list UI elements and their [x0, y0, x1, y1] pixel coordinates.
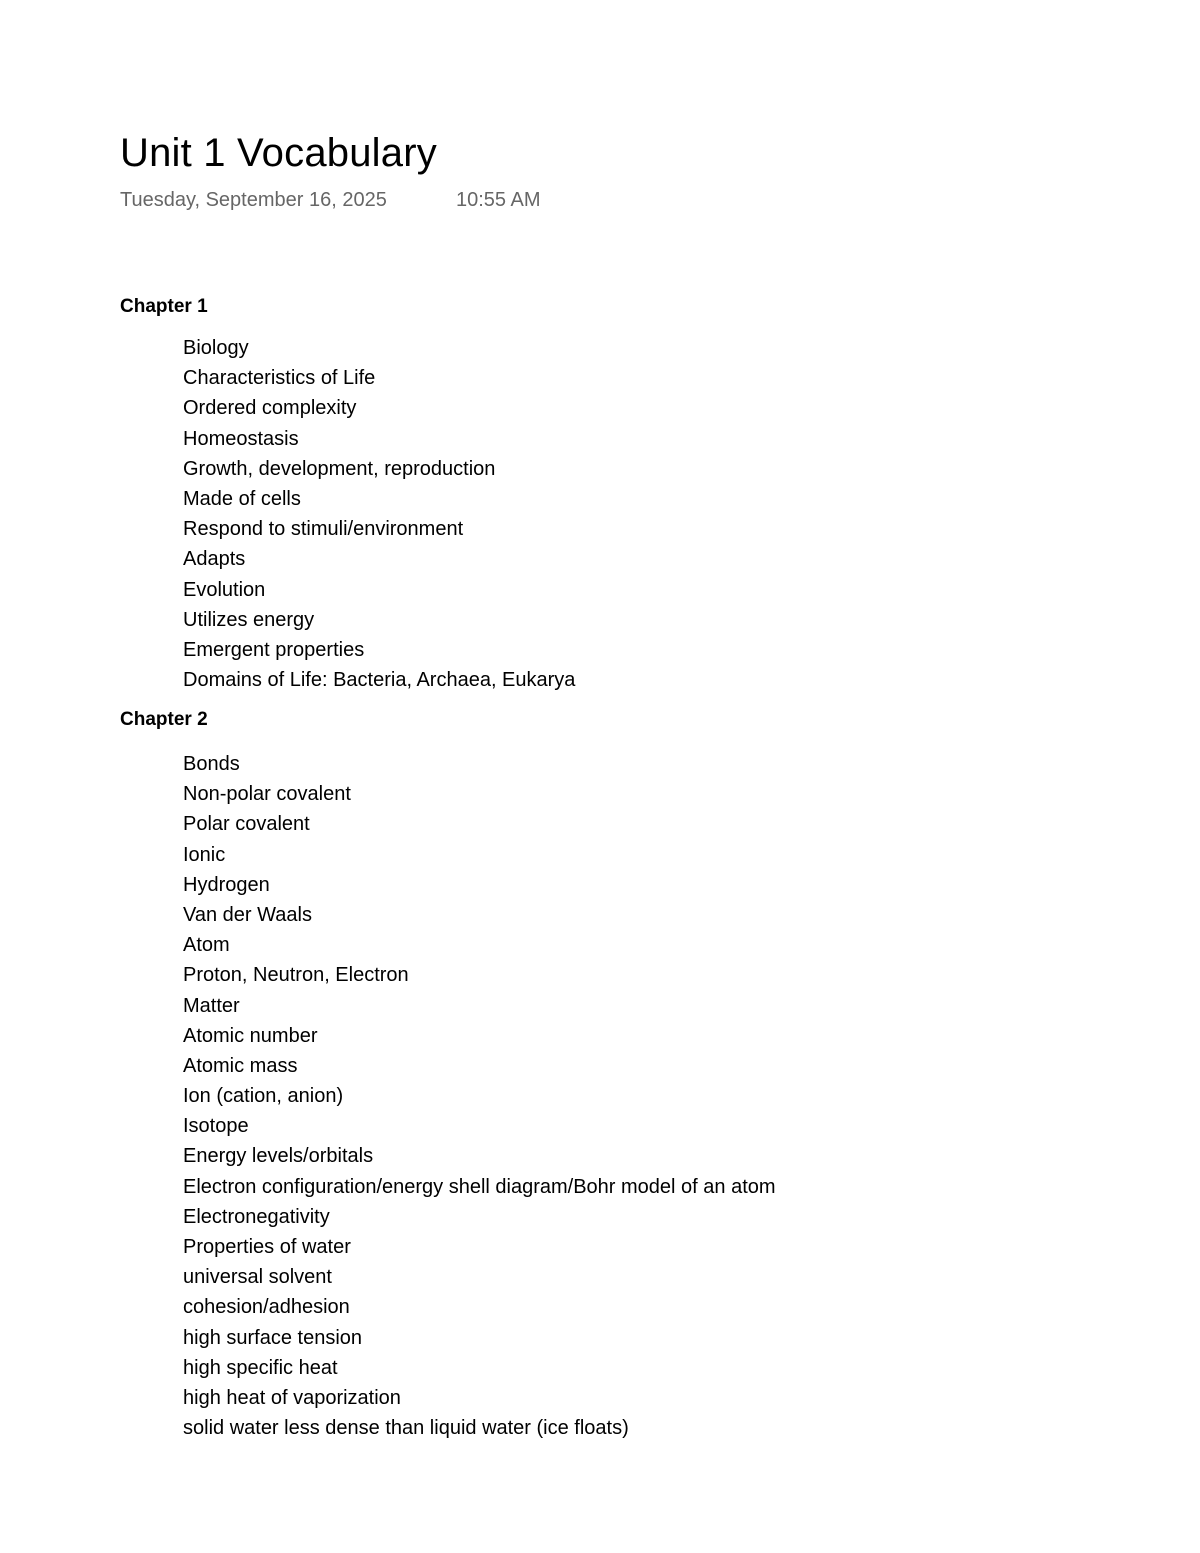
term-item: Atomic number [183, 1024, 318, 1047]
term-item: Ordered complexity [183, 397, 357, 420]
term-item: Domains of Life: Bacteria, Archaea, Eukarya [183, 669, 576, 692]
term-item: Made of cells [183, 487, 301, 510]
term-item: Adapts [183, 548, 246, 571]
page-title: Unit 1 Vocabulary [120, 131, 437, 175]
term-item: Respond to stimuli/environment [183, 518, 464, 541]
term-item: high surface tension [183, 1326, 363, 1349]
term-item: Energy levels/orbitals [183, 1145, 374, 1168]
chapter-1-heading: Chapter 1 [120, 296, 208, 317]
term-item: Matter [183, 994, 240, 1017]
term-item: Atom [183, 934, 230, 957]
term-item: Isotope [183, 1115, 249, 1138]
term-item: Characteristics of Life [183, 367, 376, 390]
term-item: Emergent properties [183, 638, 365, 661]
term-item: Van der Waals [183, 903, 312, 926]
term-item: solid water less dense than liquid water (ice floats) [183, 1417, 629, 1440]
term-item: Electron configuration/energy shell diagram/Bohr model of an atom [183, 1175, 776, 1198]
term-item: high specific heat [183, 1356, 338, 1379]
term-item: Atomic mass [183, 1054, 298, 1077]
term-item: Growth, development, reproduction [183, 457, 496, 480]
term-item: high heat of vaporization [183, 1386, 401, 1409]
term-item: Electronegativity [183, 1205, 330, 1228]
page-time: 10:55 AM [456, 189, 541, 211]
term-item: Biology [183, 337, 249, 359]
term-item: Properties of water [183, 1236, 351, 1258]
term-item: Utilizes energy [183, 608, 315, 631]
term-item: Non-polar covalent [183, 783, 351, 806]
term-item: Polar covalent [183, 813, 310, 836]
term-item: Proton, Neutron, Electron [183, 964, 409, 987]
term-item: universal solvent [183, 1266, 332, 1289]
term-item: Evolution [183, 578, 266, 601]
term-item: Ion (cation, anion) [183, 1085, 344, 1108]
page-date: Tuesday, September 16, 2025 [120, 189, 387, 211]
term-item: Hydrogen [183, 873, 270, 896]
term-item: Homeostasis [183, 427, 299, 450]
chapter-1-term-list [183, 333, 575, 695]
term-item: Ionic [183, 843, 226, 866]
page-timestamp [120, 187, 541, 213]
term-item: Bonds [183, 753, 240, 775]
term-item: cohesion/adhesion [183, 1296, 350, 1319]
chapter-2-term-list [183, 749, 776, 1443]
chapter-2-heading: Chapter 2 [120, 709, 208, 730]
